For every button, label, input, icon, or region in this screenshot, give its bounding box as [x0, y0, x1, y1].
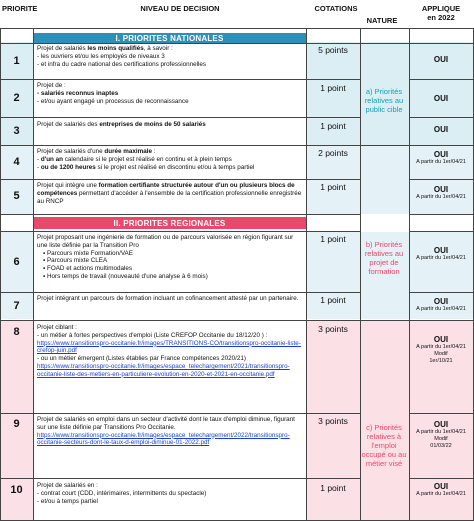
row-7-num: 7: [13, 300, 20, 312]
text: Projet proposant une ingénierie de formation ou de parcours valorisée en région figurant sur une liste définie par la Transition Pro: [37, 234, 294, 249]
grid-line: [0, 413, 360, 414]
header-applique-line2: en 2022: [427, 13, 455, 22]
row-6-item-4: ▪ Hors temps de travail (nouveauté d'une analyse à 6 mois): [43, 272, 208, 280]
text: A partir du 1er/04/21: [416, 159, 466, 165]
row-6-item-2: ▪ Parcours mixte CLEA: [43, 257, 108, 265]
text: Projet de salariés en :: [37, 482, 98, 489]
row-7-points: 1 point: [320, 295, 346, 305]
band-regionales: II. PRIORITES REGIONALES: [33, 217, 306, 229]
text: OUI: [433, 297, 449, 306]
grid-line: [0, 478, 360, 479]
text: Projet qui intègre une: [37, 182, 99, 189]
text: FOAD et actions multimodales: [46, 265, 133, 273]
text: - et/ou ayant engagé un processus de reconnaissance: [37, 97, 189, 105]
text: :: [151, 148, 156, 155]
text: Parcours mixte Formation/VAE: [46, 249, 133, 257]
row-6-applique: [410, 246, 472, 262]
grid-line: [0, 28, 1, 521]
header-cotations: COTATIONS: [314, 4, 358, 13]
row-8-applique: [410, 335, 472, 365]
text: - et infra du cadre national des certifications professionnelles: [37, 60, 207, 68]
row-5-points: 1 point: [320, 182, 346, 192]
grid-line: [360, 28, 361, 521]
row-9-desc: [34, 415, 306, 477]
text: - salariés reconnus inaptes: [37, 89, 119, 97]
row-2-desc: [34, 81, 306, 115]
row-3-num: 3: [13, 125, 20, 137]
grid-line: [0, 28, 474, 29]
grid-line: [409, 214, 474, 215]
text: - ou un métier émergent (Listes établies par France compétences 2020/21): [37, 355, 246, 363]
row-7-applique: [410, 297, 472, 313]
grid-line: [0, 231, 360, 232]
text: ou de 1200 heures: [40, 163, 96, 171]
grid-line: [409, 231, 474, 232]
grid-line: [33, 28, 34, 521]
row-8-points: 3 points: [318, 324, 348, 334]
row-4-points: 2 points: [318, 148, 348, 158]
text: A partir du 1er/04/21: [416, 491, 466, 497]
text: A partir du 1er/04/21: [416, 255, 466, 261]
text: OUI: [433, 420, 449, 429]
row-5-num: 5: [13, 190, 20, 202]
grid-line: [0, 43, 474, 44]
text: OUI: [433, 185, 449, 194]
grid-line: [0, 79, 360, 80]
text: A partir du 1er/04/21: [416, 429, 466, 435]
grid-line: [0, 214, 360, 215]
text: OUI: [433, 150, 449, 159]
header-nature: NATURE: [366, 16, 398, 25]
row-6-num: 6: [13, 256, 20, 268]
text: - les ouvriers et/ou les employés de niveaux 3: [37, 52, 165, 60]
text: -: [37, 163, 41, 171]
text: Projet de :: [37, 82, 66, 89]
header-niveau: NIVEAU DE DECISION: [140, 4, 220, 13]
text: formation certifiante structurée autour d'un ou plusieurs blocs de compétences: [37, 182, 295, 197]
text: 01/03/22: [430, 443, 452, 449]
text: entreprises de moins de 50 salariés: [99, 121, 206, 128]
text: OUI: [433, 246, 449, 255]
grid-line: [409, 117, 474, 118]
text: A partir du 1er/04/21: [416, 306, 466, 312]
text: A partir du 1er/04/21: [416, 194, 466, 200]
text: OUI: [433, 335, 449, 344]
grid-line: [0, 117, 360, 118]
text: d'un an: [40, 155, 63, 163]
grid-line: [409, 478, 474, 479]
row-1-points: 5 points: [318, 45, 348, 55]
header-applique-line1: APPLIQUE: [421, 4, 461, 13]
text: , à savoir :: [143, 45, 173, 52]
band-nationales: I. PRIORITES NATIONALES: [33, 33, 306, 43]
grid-line: [0, 179, 360, 180]
text: Modif: [434, 351, 448, 357]
grid-line: [0, 145, 474, 146]
text: Parcours mixte CLEA: [46, 257, 108, 265]
text: calendaire si le projet est réalisé en continu et à plein temps: [63, 155, 232, 163]
text: Projet de salariés en emploi dans un secteur d'activité dont le taux d'emploi diminue, figurant sur une liste définie par Transitions Pro Occitanie.: [37, 416, 295, 431]
row-2-points: 1 point: [320, 83, 346, 93]
row-3-applique: OUI: [433, 125, 449, 134]
nature-b: b) Priorités relatives au projet de formation: [364, 240, 404, 276]
row-10-desc: [34, 481, 306, 519]
text: - un métier à fortes perspectives d'emploi (Liste CREFOP Occitanie du 18/12/20 ) :: [37, 331, 268, 339]
text: Projet de salariés des: [37, 121, 100, 128]
row-4-num: 4: [13, 156, 20, 168]
row-6-item-1: ▪ Parcours mixte Formation/VAE: [43, 249, 133, 257]
row-2-num: 2: [13, 92, 20, 104]
row-3-desc: [34, 120, 306, 140]
text: Projet de salariés: [37, 45, 88, 52]
row-1-desc: [34, 44, 306, 78]
row-4-desc: [34, 147, 306, 178]
row-10-points: 1 point: [320, 483, 346, 493]
row-9-applique: [410, 420, 472, 450]
row-4-applique: [410, 150, 472, 166]
row-10-num: 10: [10, 484, 23, 496]
text: les moins qualifiés: [87, 45, 144, 52]
text: OUI: [433, 482, 449, 491]
text: Modif: [434, 436, 448, 442]
row-7-desc: Projet intégrant un parcours de formation incluant un cofinancement attesté par un partenaire.: [37, 295, 299, 302]
row-6-desc: [34, 233, 306, 291]
row-9-points: 3 points: [318, 416, 348, 426]
row-6-points: 1 point: [320, 234, 346, 244]
row-1-applique: OUI: [433, 55, 449, 64]
row-1-num: 1: [13, 55, 20, 67]
text: 1er/10/21: [429, 358, 453, 364]
grid-line: [409, 292, 474, 293]
text: Projet ciblant :: [37, 324, 77, 331]
row-5-applique: [410, 185, 472, 201]
link-metiers-emergents[interactable]: https://www.transitionspro-occitanie.fr/images/espace_telechargement/2021/transitionspro-occitanie-liste-des-metiers-en-particuliere-evolution-en-2020-et-2021-en-occitanie.pdf: [37, 362, 290, 378]
row-2-applique: OUI: [433, 94, 449, 103]
grid-line: [0, 320, 474, 321]
row-9-num: 9: [13, 418, 20, 430]
row-10-applique: [410, 482, 472, 498]
text: A partir du 1er/04/21: [416, 344, 466, 350]
nature-c: c) Priorités relatives à l'emploi occupé ou au métier visé: [361, 422, 407, 468]
grid-line: [409, 413, 474, 414]
grid-line: [409, 79, 474, 80]
row-8-desc: [34, 323, 306, 411]
row-3-points: 1 point: [320, 121, 346, 131]
grid-line: [409, 28, 410, 521]
grid-line: [0, 292, 360, 293]
text: Projet de salariés d'une: [37, 148, 105, 155]
link-crefop-list[interactable]: https://www.transitionspro-occitanie.fr/images/TRANSITIONS-CO/transitionspro-occitanie-liste-crefop-juin.pdf: [37, 339, 301, 355]
header-priorite: PRIORITE: [2, 4, 38, 13]
text: -: [37, 155, 41, 163]
text: si le projet est réalisé en discontinu et/ou à temps partiel: [95, 163, 255, 171]
nature-a: a) Priorités relatives au public cible: [364, 86, 404, 114]
grid-line: [306, 28, 307, 521]
text: durée maximale: [104, 148, 152, 155]
link-secteurs-emploi[interactable]: https://www.transitionspro-occitanie.fr/images/espace_telechargement/2022/transitionspro-occitanie-secteurs-dont-le-taux-d-emploi-diminue-01-2022.pdf: [37, 431, 290, 447]
row-5-desc: [34, 181, 306, 213]
grid-line: [409, 179, 474, 180]
row-8-num: 8: [13, 326, 20, 338]
header-applique: [410, 4, 472, 22]
text: - contrat court (CDD, intérimaires, intermittents du spectacle): [37, 489, 207, 497]
row-6-item-3: ▪ FOAD et actions multimodales: [43, 265, 133, 273]
text: Hors temps de travail (nouveauté d'une analyse à 6 mois): [46, 272, 208, 280]
text: permettant d'accéder à l'ensemble de la certification professionnelle enregistrée au RNCP: [37, 189, 302, 205]
text: - et/ou à temps partiel: [37, 497, 98, 505]
